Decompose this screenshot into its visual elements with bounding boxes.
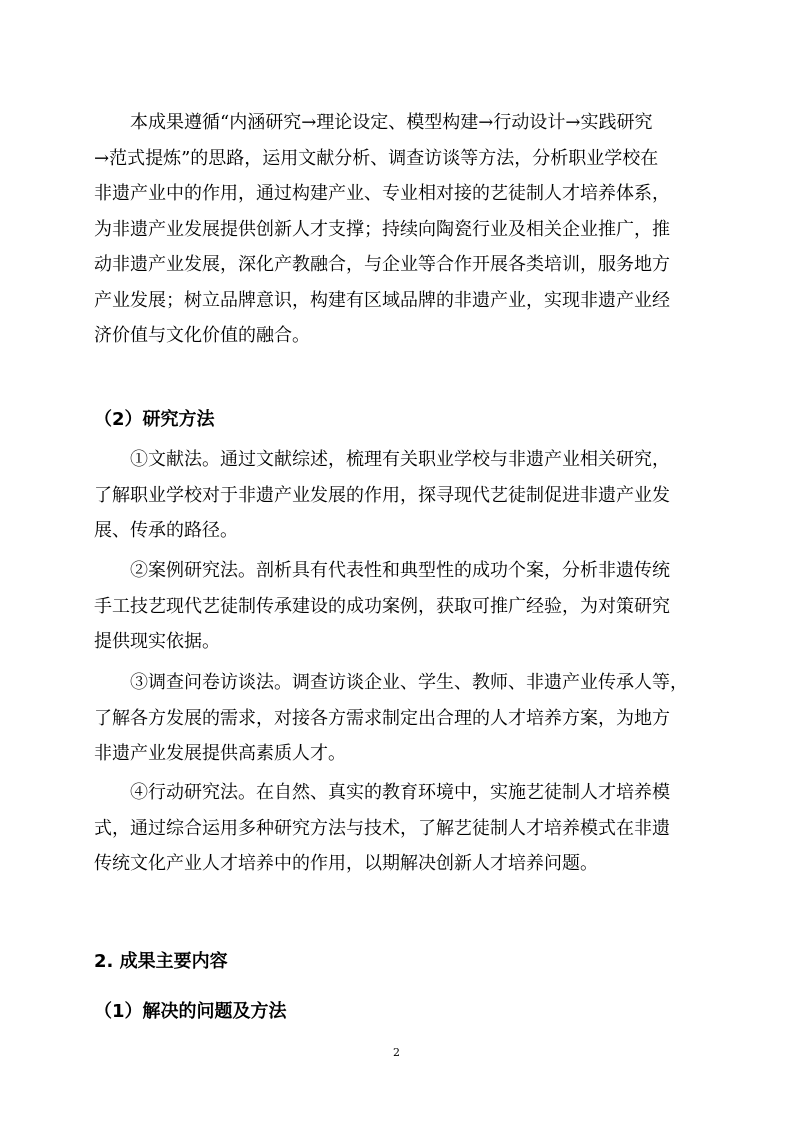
text-line: 了解职业学校对于非遗产业发展的作用，探寻现代艺徒制促进非遗产业发 xyxy=(94,484,670,506)
text-line: 展、传承的路径。 xyxy=(94,520,238,541)
text-line: 传统文化产业人才培养中的作用，以期解决创新人才培养问题。 xyxy=(94,853,598,874)
intro-paragraph xyxy=(94,105,706,354)
section-heading-methods: （2）研究方法 xyxy=(94,409,215,430)
page-number: 2 xyxy=(393,1046,400,1059)
method-literature xyxy=(94,442,706,549)
text-line: ③调查问卷访谈法。调查访谈企业、学生、教师、非遗产业传承人等， xyxy=(130,672,688,693)
section-heading-main-content: 2. 成果主要内容 xyxy=(94,951,228,972)
text-line: 动非遗产业发展，深化产教融合，与企业等合作开展各类培训，服务地方 xyxy=(94,254,670,275)
method-action-research xyxy=(94,775,706,882)
text-line: ②案例研究法。剖析具有代表性和典型性的成功个案，分析非遗传统 xyxy=(130,560,670,581)
text-line: 本成果遵循“内涵研究→理论设定、模型构建→行动设计→实践研究 xyxy=(130,112,653,133)
text-line: 非遗产业发展提供高素质人才。 xyxy=(94,743,346,764)
text-line: 提供现实依据。 xyxy=(94,631,220,652)
text-line: 手工技艺现代艺徒制传承建设的成功案例，获取可推广经验，为对策研究 xyxy=(94,595,670,617)
text-line: 式，通过综合运用多种研究方法与技术，了解艺徒制人才培养模式在非遗 xyxy=(94,817,670,839)
method-survey-interview xyxy=(94,665,706,772)
text-line: ④行动研究法。在自然、真实的教育环境中，实施艺徒制人才培养模 xyxy=(130,782,670,803)
text-line: ①文献法。通过文献综述，梳理有关职业学校与非遗产业相关研究， xyxy=(130,449,670,470)
method-case-study xyxy=(94,553,706,660)
text-line: 非遗产业中的作用，通过构建产业、专业相对接的艺徒制人才培养体系， xyxy=(94,183,670,204)
subsection-heading-problems: （1）解决的问题及方法 xyxy=(94,1001,287,1022)
text-line: 了解各方发展的需求，对接各方需求制定出合理的人才培养方案，为地方 xyxy=(94,707,670,729)
text-line: 济价值与文化价值的融合。 xyxy=(94,325,310,346)
text-line: →范式提炼”的思路，运用文献分析、调查访谈等方法，分析职业学校在 xyxy=(94,147,659,169)
text-line: 产业发展；树立品牌意识，构建有区域品牌的非遗产业，实现非遗产业经 xyxy=(94,289,670,311)
text-line: 为非遗产业发展提供创新人才支撑；持续向陶瓷行业及相关企业推广，推 xyxy=(94,218,670,240)
